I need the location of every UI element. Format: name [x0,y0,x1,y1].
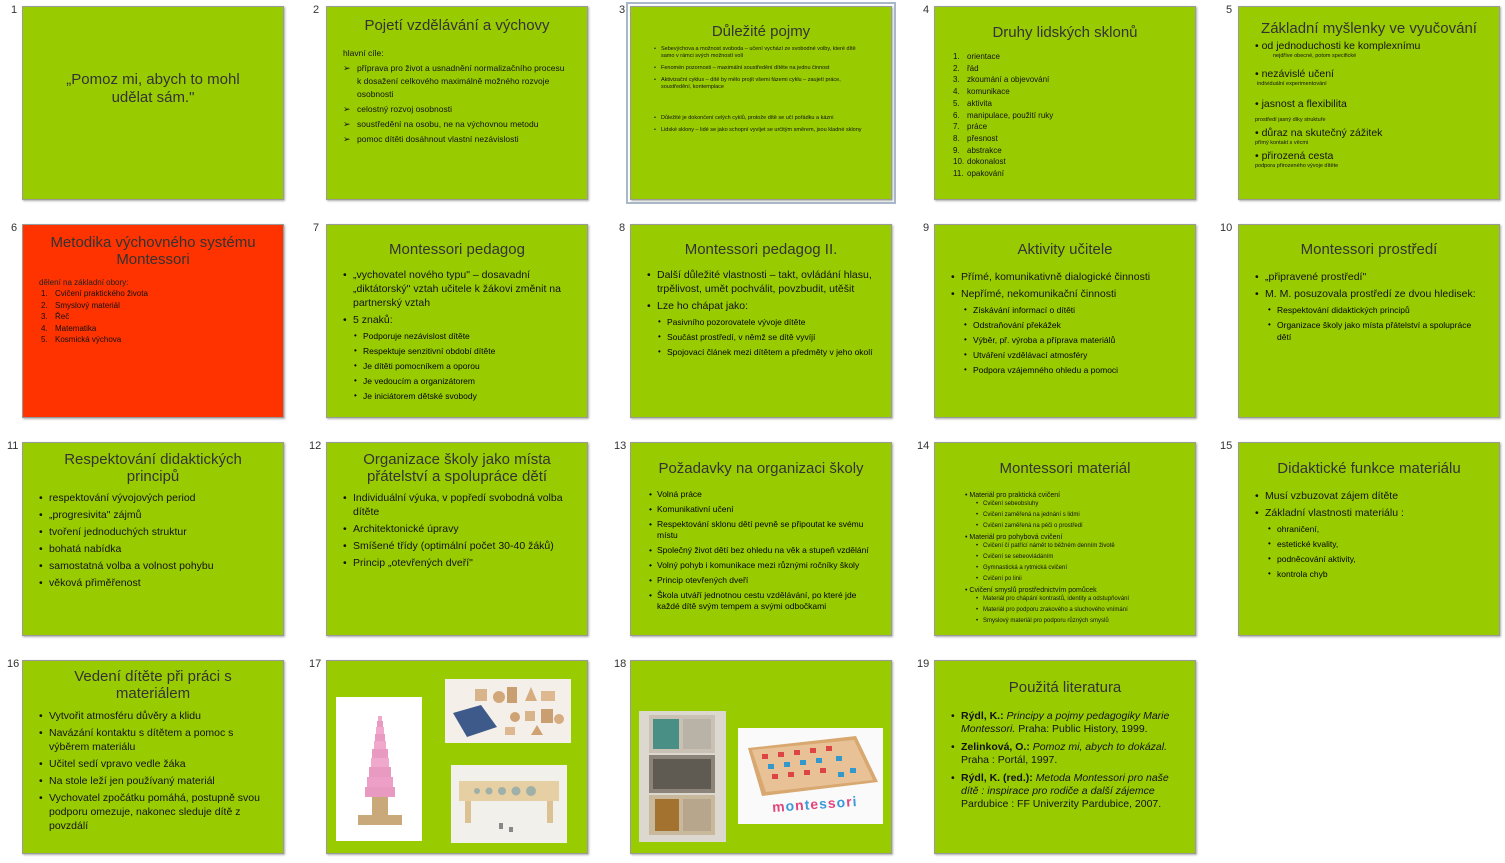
list-item: • Smíšené třídy (optimální počet 30-40 žáků) [341,539,573,553]
slide-thumbnail-8[interactable] [630,224,892,418]
list-item: • Architektonické úpravy [341,522,573,536]
movable-alphabet-image [738,728,883,824]
list-item: • Navázání kontaktu s dítětem a pomoc s výběrem materiálu [37,726,267,754]
slide-thumbnail-7[interactable] [326,224,588,418]
list-item: 4. komunikace [953,87,1010,97]
sub-item: • Cvičení čí patřící námět to běžném denním životě [975,542,1185,550]
slide-thumbnail-2[interactable] [326,6,588,200]
list-item: • Individuální výuka, v popředí svobodná volba dítěte [341,491,573,519]
list-item: 5. aktivita [953,98,992,108]
sub-item: • Cvičení po linii [975,575,1185,583]
list-item: • Vytvořit atmosféru důvěry a klidu [37,709,267,723]
list-item: 6. manipulace, použití ruky [953,110,1054,120]
list-item: • Lidské sklony – lidé se jako schopní vyvíjet se určitým směrem, jsou kladné sklony [653,127,869,134]
list-item: • Přímé, komunikativně dialogické činnosti [949,270,1183,284]
sub-item: • estetické kvality, [1267,538,1489,550]
sub-item: • Cvičení se sebeovládáním [975,553,1185,561]
slide-thumbnail-16[interactable] [22,660,284,854]
slide-thumbnail-15[interactable] [1238,442,1500,636]
slide-number: 17 [309,658,322,670]
slide-thumbnail-13[interactable] [630,442,892,636]
slide-thumbnail-1[interactable] [22,6,284,200]
list-note: individuální experimentování [1257,81,1327,87]
list-item: ➢ příprava pro život a usnadnění normalizačního procesu k dosažení celkového maximálně možného rozvoje osobnosti [343,62,569,101]
list-item: • Respektování sklonu dětí pevně se připoutat ke svému místu [647,519,871,541]
slide-thumbnail-14[interactable] [934,442,1196,636]
slide-number: 1 [11,4,18,16]
slide-title: Montessori prostředí [1300,241,1438,258]
reference-item: • Rýdl, K.: Principy a pojmy pedagogiky Marie Montessori. Praha: Public History, 1999. [949,710,1175,736]
list-item: 4. Matematika [41,323,97,333]
list-note: podpora přirozeného vývoje dítěte [1255,163,1339,169]
slide-title: Montessori pedagog [389,241,525,258]
list-item: • Důležité je dokončení celých cyklů, protože dítě se učí pořádku a kázni [653,115,869,122]
slide-thumbnail-18[interactable] [630,660,892,854]
list-item: • M. M. posuzovala prostředí ze dvou hledisek: [1253,287,1487,301]
slide-thumbnail-19[interactable] [934,660,1196,854]
slide-number: 15 [1220,440,1233,452]
list-item: 10. dokonalost [953,157,1006,167]
list-item: • Vychovatel zpočátku pomáhá, postupně svou podporu omezuje, nakonec sleduje dítě z povzdálí [37,791,267,833]
list-item: 1. Cvičení praktického života [41,289,148,298]
slide-title: Didaktické funkce materiálu [1277,460,1461,477]
list-item: • nezávislé učení [1255,68,1334,80]
sub-item: • Cvičení zaměřená na jednání s lidmi [975,511,1185,519]
sub-item: • ohraničení, [1267,523,1489,535]
geometric-solids-image [445,679,571,743]
sub-item: • Utváření vzdělávací atmosféry [963,349,1185,361]
slide-number: 16 [7,658,20,670]
sub-item: • Je vedoucím a organizátorem [353,375,577,387]
slide-number: 3 [619,4,626,16]
list-item: 7. práce [953,122,988,132]
list-item: ➢ celostný rozvoj osobnosti [343,103,569,116]
list-item: • respektování vývojových period [37,491,273,505]
list-item: • přirozená cesta [1255,150,1334,162]
list-item: • Další důležité vlastnosti – takt, ovládání hlasu, trpělivost, umět pochválit, povzbudit, utěšit [645,268,877,296]
list-item: • Fenomén pozornosti – maximální soustředění dítěte na jednu činnost [653,65,869,72]
sub-item: • Respektování didaktických principů [1267,304,1479,316]
slide-thumbnail-17[interactable] [326,660,588,854]
sub-item: • Cvičení zaměřená na péči o prostředí [975,522,1185,530]
sub-item: • Výběr, př. výroba a příprava materiálů [963,334,1185,346]
slide-number: 9 [923,222,930,234]
list-item: 9. abstrakce [953,145,1002,155]
list-item: 3. Řeč [41,312,70,321]
slide-number: 5 [1226,4,1233,16]
list-item: 3. zkoumání a objevování [953,75,1050,85]
list-item: ➢ soustředění na osobu, ne na výchovnou metodu [343,118,569,131]
list-item: • Volný pohyb i komunikace mezi různými ročníky školy [647,560,871,571]
list-item: ➢ pomoc dítěti dosáhnout vlastní nezávislosti [343,133,569,146]
list-item: 8. přesnost [953,133,998,143]
list-item: • 5 znaků: [341,313,573,327]
list-item: • věková přiměřenost [37,576,273,590]
sandpaper-boxes-image [639,711,726,842]
slide-quote: „Pomoz mi, abych to mohl udělat sám." [66,71,240,106]
slide-number: 11 [7,440,19,452]
slide-thumbnail-11[interactable] [22,442,284,636]
list-item: • jasnost a flexibilita [1255,98,1347,110]
sub-item: • Respektuje senzitivní období dítěte [353,345,577,357]
list-item: • Aktivizační cyklus – dítě by mělo projít všemi fázemi cyklu – zaujetí práce, soustředění, kontemplace [653,77,869,91]
slide-title: Použitá literatura [1008,679,1122,696]
list-item: • Cvičení smyslů prostřednictvím pomůcek [965,587,1097,594]
slide-number: 4 [923,4,930,16]
list-item: 5. Kosmická výchova [41,335,122,344]
slide-number: 10 [1220,222,1233,234]
slide-number: 7 [313,222,320,234]
slide-title: Vedení dítěte při práci s materiálem [74,668,232,702]
list-item: • Volná práce [647,489,871,500]
sub-item: • Materiál pro podporu zrakového a sluchového vnímání [975,606,1185,614]
sub-item: • podněcování aktivity, [1267,553,1489,565]
list-item: • Lze ho chápat jako: [645,299,877,313]
slide-thumbnail-6[interactable] [22,224,284,418]
sub-item: • Cvičení sebeobsluhy [975,500,1185,508]
list-item: • „připravené prostředí" [1253,270,1487,284]
list-note: přímý kontakt s věcmi [1255,140,1309,146]
slide-title: Respektování didaktických principů [64,451,242,485]
list-item: • Materiál pro pohybová cvičení [965,534,1063,541]
list-item: • Učitel sedí vpravo vedle žáka [37,757,267,771]
sub-item: • Gymnastická a rytmická cvičení [975,564,1185,572]
sub-item: • Pasivního pozorovatele vývoje dítěte [657,316,877,328]
slide-number: 18 [614,658,627,670]
list-item: • tvoření jednoduchých struktur [37,525,273,539]
list-item: 2. řád [953,63,979,73]
sub-item: • Organizace školy jako místa přátelství a spolupráce dětí [1267,319,1479,343]
list-item: • Základní vlastnosti materiálu : [1253,506,1487,520]
reference-item: • Rýdl, K. (red.): Metoda Montessori pro naše dítě : inspirace pro rodiče a další zájemce Pardubice : FF Univerzity Pardubice, 2007. [949,772,1175,811]
sub-item: • Podporuje nezávislost dítěte [353,330,577,342]
list-item: • Princip „otevřených dveří" [341,556,573,570]
slide-title: Důležité pojmy [711,23,811,40]
slide-title: Druhy lidských sklonů [992,24,1138,41]
slide-title: Pojetí vzdělávání a výchovy [364,17,550,34]
sub-item: • Součást prostředí, v němž se dítě vyvíjí [657,331,877,343]
slide-thumbnail-10[interactable] [1238,224,1500,418]
list-item: • Materiál pro praktická cvičení [965,492,1061,499]
slide-lead: hlavní cíle: [343,48,384,58]
slide-title: Požadavky na organizaci školy [658,460,864,477]
sub-item: • Je dítěti pomocníkem a oporou [353,360,577,372]
sub-item: • Je iniciátorem dětské svobody [353,390,577,402]
list-item: • Na stole leží jen používaný materiál [37,774,267,788]
slide-title: Montessori pedagog II. [684,241,838,258]
list-item: 1. orientace [953,52,1000,61]
sub-item: • Podpora vzájemného ohledu a pomoci [963,364,1185,376]
list-item: • „vychovatel nového typu" – dosavadní „diktátorský" vztah učitele k žákovi změnit na partnerský vztah [341,268,573,310]
list-item: • Společný život dětí bez ohledu na věk a stupeň vzdělání [647,545,871,556]
slide-number: 14 [917,440,930,452]
slide-number: 2 [313,4,320,16]
montessori-logo-text: montessori [771,793,859,815]
slide-thumbnail-9[interactable] [934,224,1196,418]
list-note: nejdříve obecné, potom specifické [1273,53,1357,59]
slide-title: Aktivity učitele [1017,241,1113,258]
list-item: • Princip otevřených dveří [647,575,871,586]
sub-item: • Spojovací článek mezi dítětem a předměty v jeho okolí [657,346,877,358]
list-item: • Sebevýchova a možnost svoboda – učení vychází ze svobodné volby, které dítě samo v rámci svých možností volí [653,46,869,60]
list-item: • Škola utváří jednotnou cestu vzdělávání, po které jde každé dítě svým tempem a svými odbočkami [647,590,871,612]
slide-number: 13 [614,440,627,452]
slide-lead: dělení na základní obory: [39,278,129,287]
list-item: 2. Smyslový materiál [41,300,120,310]
sub-item: • Smyslový materiál pro podporu různých smyslů [975,617,1185,625]
slide-thumbnail-12[interactable] [326,442,588,636]
sub-item: • Odstraňování překážek [963,319,1185,331]
list-item: • Komunikativní učení [647,504,871,515]
reference-item: • Zelinková, O.: Pomoz mi, abych to dokázal. Praha : Portál, 1997. [949,741,1175,767]
pink-tower-image [336,697,422,841]
list-item: • důraz na skutečný zážitek [1255,127,1383,139]
list-item: • Musí vzbuzovat zájem dítěte [1253,489,1487,503]
slide-number: 19 [917,658,930,670]
cylinder-block-image [451,765,567,843]
sub-item: • kontrola chyb [1267,568,1489,580]
sub-item: • Materiál pro chápání kontrastů, identity a odstupňování [975,595,1185,603]
slide-thumbnail-4[interactable] [934,6,1196,200]
list-item: • samostatná volba a volnost pohybu [37,559,273,573]
list-item: • Nepřímé, nekomunikační činnosti [949,287,1183,301]
slide-title: Metodika výchovného systému Montessori [50,234,256,268]
slide-title: Organizace školy jako místa přátelství a spolupráce dětí [363,451,551,485]
slide-number: 6 [11,222,18,234]
list-item: • od jednoduchosti ke komplexnímu [1255,40,1421,52]
list-note: prostředí jasný díky struktuře [1255,117,1326,123]
slide-number: 12 [309,440,322,452]
list-item: • „progresivita" zájmů [37,508,273,522]
slide-title: Montessori materiál [999,460,1131,477]
sub-item: • Získávání informací o dítěti [963,304,1185,316]
slide-number: 8 [619,222,626,234]
list-item: 11. opakování [953,169,1004,179]
slide-title: Základní myšlenky ve vyučování [1261,20,1477,37]
slide-thumbnail-5[interactable] [1238,6,1500,200]
slide-thumbnail-3[interactable] [630,6,892,200]
list-item: • bohatá nabídka [37,542,273,556]
